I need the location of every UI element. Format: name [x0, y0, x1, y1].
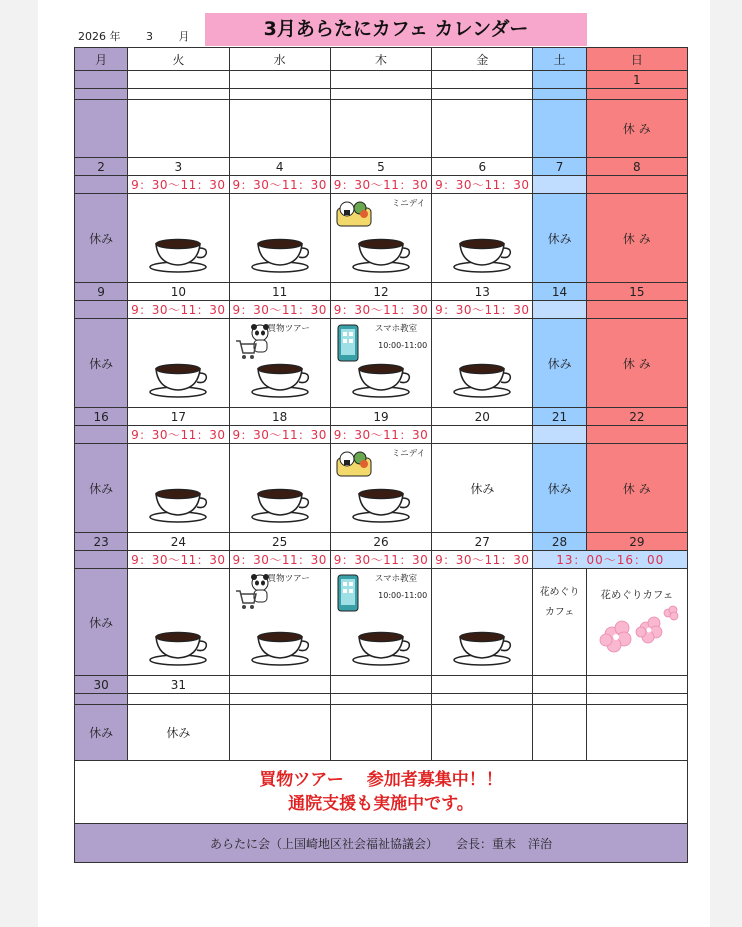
time-cell: 9：30～11：30 — [229, 176, 330, 194]
coffee-cup-icon — [351, 484, 411, 524]
cafe-cell — [229, 569, 330, 676]
week5-body-row — [75, 705, 688, 761]
coffee-cup-icon — [250, 359, 310, 399]
coffee-cup-icon — [250, 627, 310, 667]
bento-icon — [335, 198, 373, 228]
time-cell: 9：30～11：30 — [330, 426, 431, 444]
weekday-header-row — [75, 48, 688, 71]
time-cell: 9：30～11：30 — [330, 176, 431, 194]
recruit-message — [75, 761, 688, 824]
event-note: スマホ教室 — [374, 574, 418, 584]
cafe-cell — [128, 444, 229, 533]
week3-body-row — [75, 444, 688, 533]
date-cell: 10 — [128, 283, 229, 301]
closed-label: 休み — [533, 319, 586, 408]
time-cell: 9：30～11：30 — [128, 426, 229, 444]
week1-date-row — [75, 158, 688, 176]
calendar-table — [74, 47, 688, 863]
organization-label: あらたに会（上国崎地区社会福祉協議会） 会長：重末 洋治 — [75, 824, 688, 863]
coffee-cup-icon — [351, 359, 411, 399]
closed-label: 休み — [75, 705, 128, 761]
date-cell: 9 — [75, 283, 128, 301]
date-cell: 23 — [75, 533, 128, 551]
coffee-cup-icon — [148, 484, 208, 524]
flower-cafe-label: 花めぐり — [539, 587, 580, 598]
week0-date-row — [75, 71, 688, 89]
cafe-cell — [229, 319, 330, 408]
coffee-cup-icon — [148, 359, 208, 399]
event-note: ミニデイ — [391, 199, 426, 209]
date-cell: 14 — [533, 283, 586, 301]
date-cell: 12 — [330, 283, 431, 301]
date-cell: 21 — [533, 408, 586, 426]
date-cell: 13 — [432, 283, 533, 301]
closed-label: 休み — [75, 194, 128, 283]
flower-cafe-label: カフェ — [544, 607, 575, 618]
date-cell: 27 — [432, 533, 533, 551]
date-cell: 3 — [128, 158, 229, 176]
flower-cafe-label: 花めぐりカフェ — [600, 589, 674, 601]
event-time: 10:00-11:00 — [378, 341, 428, 350]
year-text: 2026 年 — [78, 30, 121, 43]
week3-date-row — [75, 408, 688, 426]
smartphone-icon — [335, 573, 361, 613]
coffee-cup-icon — [452, 234, 512, 274]
coffee-cup-icon — [351, 234, 411, 274]
sun-closed-label: 休 み — [586, 100, 687, 158]
time-cell: 9：30～11：30 — [229, 551, 330, 569]
cafe-cell — [432, 569, 533, 676]
time-cell: 9：30～11：30 — [229, 426, 330, 444]
coffee-cup-icon — [452, 627, 512, 667]
cafe-cell — [330, 194, 431, 283]
coffee-cup-icon — [250, 484, 310, 524]
smartphone-icon — [335, 323, 361, 363]
week2-time-row — [75, 301, 688, 319]
coffee-cup-icon — [250, 234, 310, 274]
date-cell: 6 — [432, 158, 533, 176]
message-line: 通院支援も実施中です。 — [288, 794, 474, 814]
event-note: ミニデイ — [391, 449, 426, 459]
header-wed: 水 — [229, 48, 330, 71]
date-cell: 4 — [229, 158, 330, 176]
week2-date-row — [75, 283, 688, 301]
week0-body-row — [75, 100, 688, 158]
month-number: 3 — [146, 30, 153, 43]
date-cell: 5 — [330, 158, 431, 176]
time-cell: 9：30～11：30 — [432, 551, 533, 569]
header-mon: 月 — [75, 48, 128, 71]
header-sun: 日 — [586, 48, 687, 71]
header-tue: 火 — [128, 48, 229, 71]
footer-message-row — [75, 761, 688, 824]
date-1: 1 — [586, 71, 687, 89]
event-note: 買物ツアー — [267, 324, 310, 334]
calendar-title: 3月あらたにカフェ カレンダー — [205, 13, 587, 46]
coffee-cup-icon — [148, 627, 208, 667]
year-month-label — [78, 28, 196, 44]
closed-label: 休 み — [586, 444, 687, 533]
date-cell: 25 — [229, 533, 330, 551]
date-cell: 11 — [229, 283, 330, 301]
message-line: 買物ツアー 参加者募集中！！ — [259, 770, 503, 790]
cafe-cell — [128, 194, 229, 283]
time-cell: 9：30～11：30 — [330, 551, 431, 569]
date-cell: 24 — [128, 533, 229, 551]
date-cell: 7 — [533, 158, 586, 176]
closed-label: 休み — [75, 319, 128, 408]
coffee-cup-icon — [148, 234, 208, 274]
date-cell: 29 — [586, 533, 687, 551]
event-time: 10:00-11:00 — [378, 591, 428, 600]
time-cell: 9：30～11：30 — [229, 301, 330, 319]
header-fri: 金 — [432, 48, 533, 71]
closed-label: 休み — [533, 444, 586, 533]
date-cell: 22 — [586, 408, 687, 426]
time-cell: 9：30～11：30 — [330, 301, 431, 319]
closed-label: 休み — [128, 705, 229, 761]
cafe-cell — [330, 444, 431, 533]
bento-icon — [335, 448, 373, 478]
closed-label: 休み — [75, 569, 128, 676]
closed-label: 休み — [533, 194, 586, 283]
cafe-cell — [128, 569, 229, 676]
cafe-cell — [229, 444, 330, 533]
date-cell: 20 — [432, 408, 533, 426]
time-cell: 9：30～11：30 — [128, 551, 229, 569]
date-cell: 28 — [533, 533, 586, 551]
weekend-time-cell: 13：00～16：00 — [533, 551, 688, 569]
date-cell: 30 — [75, 676, 128, 694]
time-cell: 9：30～11：30 — [128, 176, 229, 194]
cafe-cell — [229, 194, 330, 283]
date-cell: 16 — [75, 408, 128, 426]
week4-date-row — [75, 533, 688, 551]
time-cell: 9：30～11：30 — [128, 301, 229, 319]
coffee-cup-icon — [452, 359, 512, 399]
date-cell: 8 — [586, 158, 687, 176]
cafe-cell — [330, 319, 431, 408]
closed-label: 休 み — [586, 319, 687, 408]
closed-label: 休み — [432, 444, 533, 533]
cafe-cell — [330, 569, 431, 676]
week5-date-row — [75, 676, 688, 694]
closed-label: 休み — [75, 444, 128, 533]
cafe-cell — [432, 319, 533, 408]
event-note: 買物ツアー — [267, 574, 310, 584]
date-cell: 31 — [128, 676, 229, 694]
cafe-cell — [128, 319, 229, 408]
flower-cafe-sat — [533, 569, 586, 676]
coffee-cup-icon — [351, 627, 411, 667]
flower-cafe-sun — [586, 569, 687, 676]
event-note: スマホ教室 — [374, 324, 418, 334]
date-cell: 17 — [128, 408, 229, 426]
date-cell: 15 — [586, 283, 687, 301]
week2-body-row — [75, 319, 688, 408]
cafe-cell — [432, 194, 533, 283]
footer-org-row — [75, 824, 688, 863]
date-cell: 18 — [229, 408, 330, 426]
time-cell: 9：30～11：30 — [432, 176, 533, 194]
week4-body-row — [75, 569, 688, 676]
week1-time-row — [75, 176, 688, 194]
week3-time-row — [75, 426, 688, 444]
header-sat: 土 — [533, 48, 586, 71]
header-thu: 木 — [330, 48, 431, 71]
month-unit: 月 — [178, 30, 190, 43]
closed-label: 休 み — [586, 194, 687, 283]
date-cell: 2 — [75, 158, 128, 176]
time-cell: 9：30～11：30 — [432, 301, 533, 319]
cherry-blossom-icon — [594, 604, 680, 654]
date-cell: 19 — [330, 408, 431, 426]
week4-time-row — [75, 551, 688, 569]
date-cell: 26 — [330, 533, 431, 551]
week1-body-row — [75, 194, 688, 283]
